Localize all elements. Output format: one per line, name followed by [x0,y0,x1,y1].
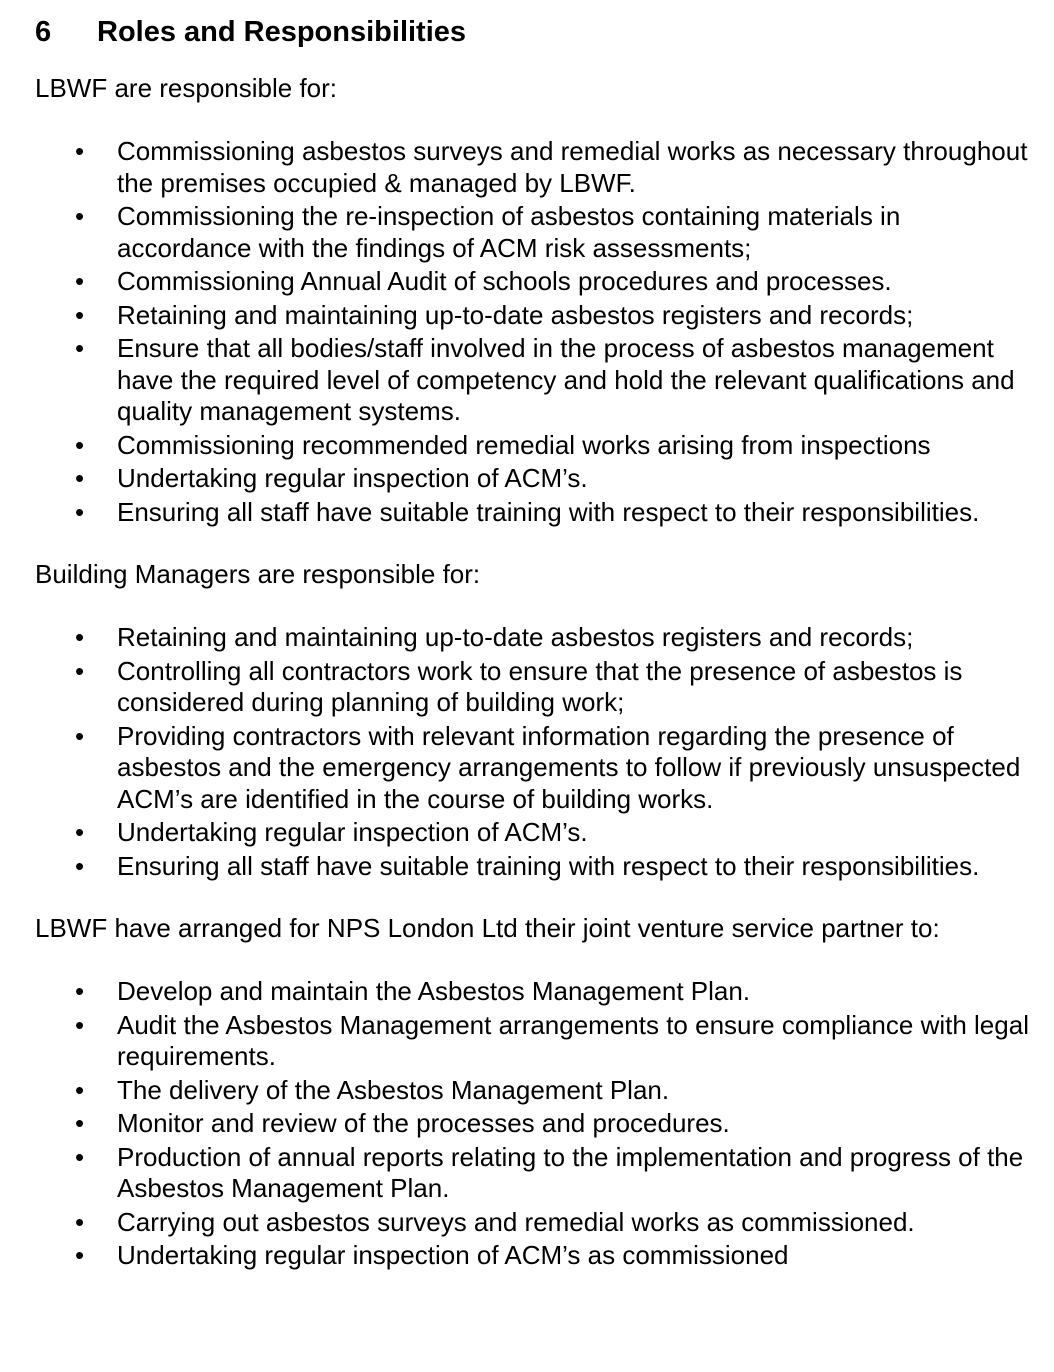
section-title: Roles and Responsibilities [97,16,467,48]
list-item: • Commissioning asbestos surveys and remedial works as necessary throughout the premises occupied & managed by LBWF. [35,136,1034,199]
list-item: • The delivery of the Asbestos Management Plan. [35,1075,1034,1107]
list-item: • Undertaking regular inspection of ACM’s. [35,817,1034,849]
section-heading [35,10,1034,54]
list-item: • Develop and maintain the Asbestos Management Plan. [35,976,1034,1008]
list-item: • Audit the Asbestos Management arrangements to ensure compliance with legal requirements. [35,1010,1034,1073]
section-number: 6 [35,16,52,48]
list-item: • Commissioning Annual Audit of schools procedures and processes. [35,266,1034,298]
list-item: • Ensuring all staff have suitable training with respect to their responsibilities. [35,851,1034,883]
list-item: • Ensure that all bodies/staff involved in the process of asbestos management have the required level of competency and hold the relevant qualifications and quality management systems. [35,333,1034,428]
list-item: • Commissioning the re-inspection of asbestos containing materials in accordance with the findings of ACM risk assessments; [35,201,1034,264]
list-item: • Retaining and maintaining up-to-date asbestos registers and records; [35,300,1034,332]
list-item: • Retaining and maintaining up-to-date asbestos registers and records; [35,622,1034,654]
list-item: • Carrying out asbestos surveys and remedial works as commissioned. [35,1207,1034,1239]
building-managers-responsibilities-list [35,622,1034,882]
lbwf-responsibilities-list [35,136,1034,528]
list-item: • Controlling all contractors work to ensure that the presence of asbestos is considered during planning of building work; [35,656,1034,719]
building-managers-intro: Building Managers are responsible for: [35,559,481,589]
list-item: • Production of annual reports relating to the implementation and progress of the Asbestos Management Plan. [35,1142,1034,1205]
list-item: • Monitor and review of the processes and procedures. [35,1108,1034,1140]
list-item: • Commissioning recommended remedial works arising from inspections [35,430,1034,462]
list-item: • Undertaking regular inspection of ACM’s as commissioned [35,1240,1034,1272]
nps-london-intro: LBWF have arranged for NPS London Ltd their joint venture service partner to: [35,913,940,943]
list-item: • Ensuring all staff have suitable training with respect to their responsibilities. [35,497,1034,529]
lbwf-intro: LBWF are responsible for: [35,73,338,103]
list-item: • Providing contractors with relevant information regarding the presence of asbestos and the emergency arrangements to follow if previously unsuspected ACM’s are identified in the course of building works. [35,721,1034,816]
list-item: • Undertaking regular inspection of ACM’s. [35,463,1034,495]
nps-london-responsibilities-list [35,976,1034,1272]
